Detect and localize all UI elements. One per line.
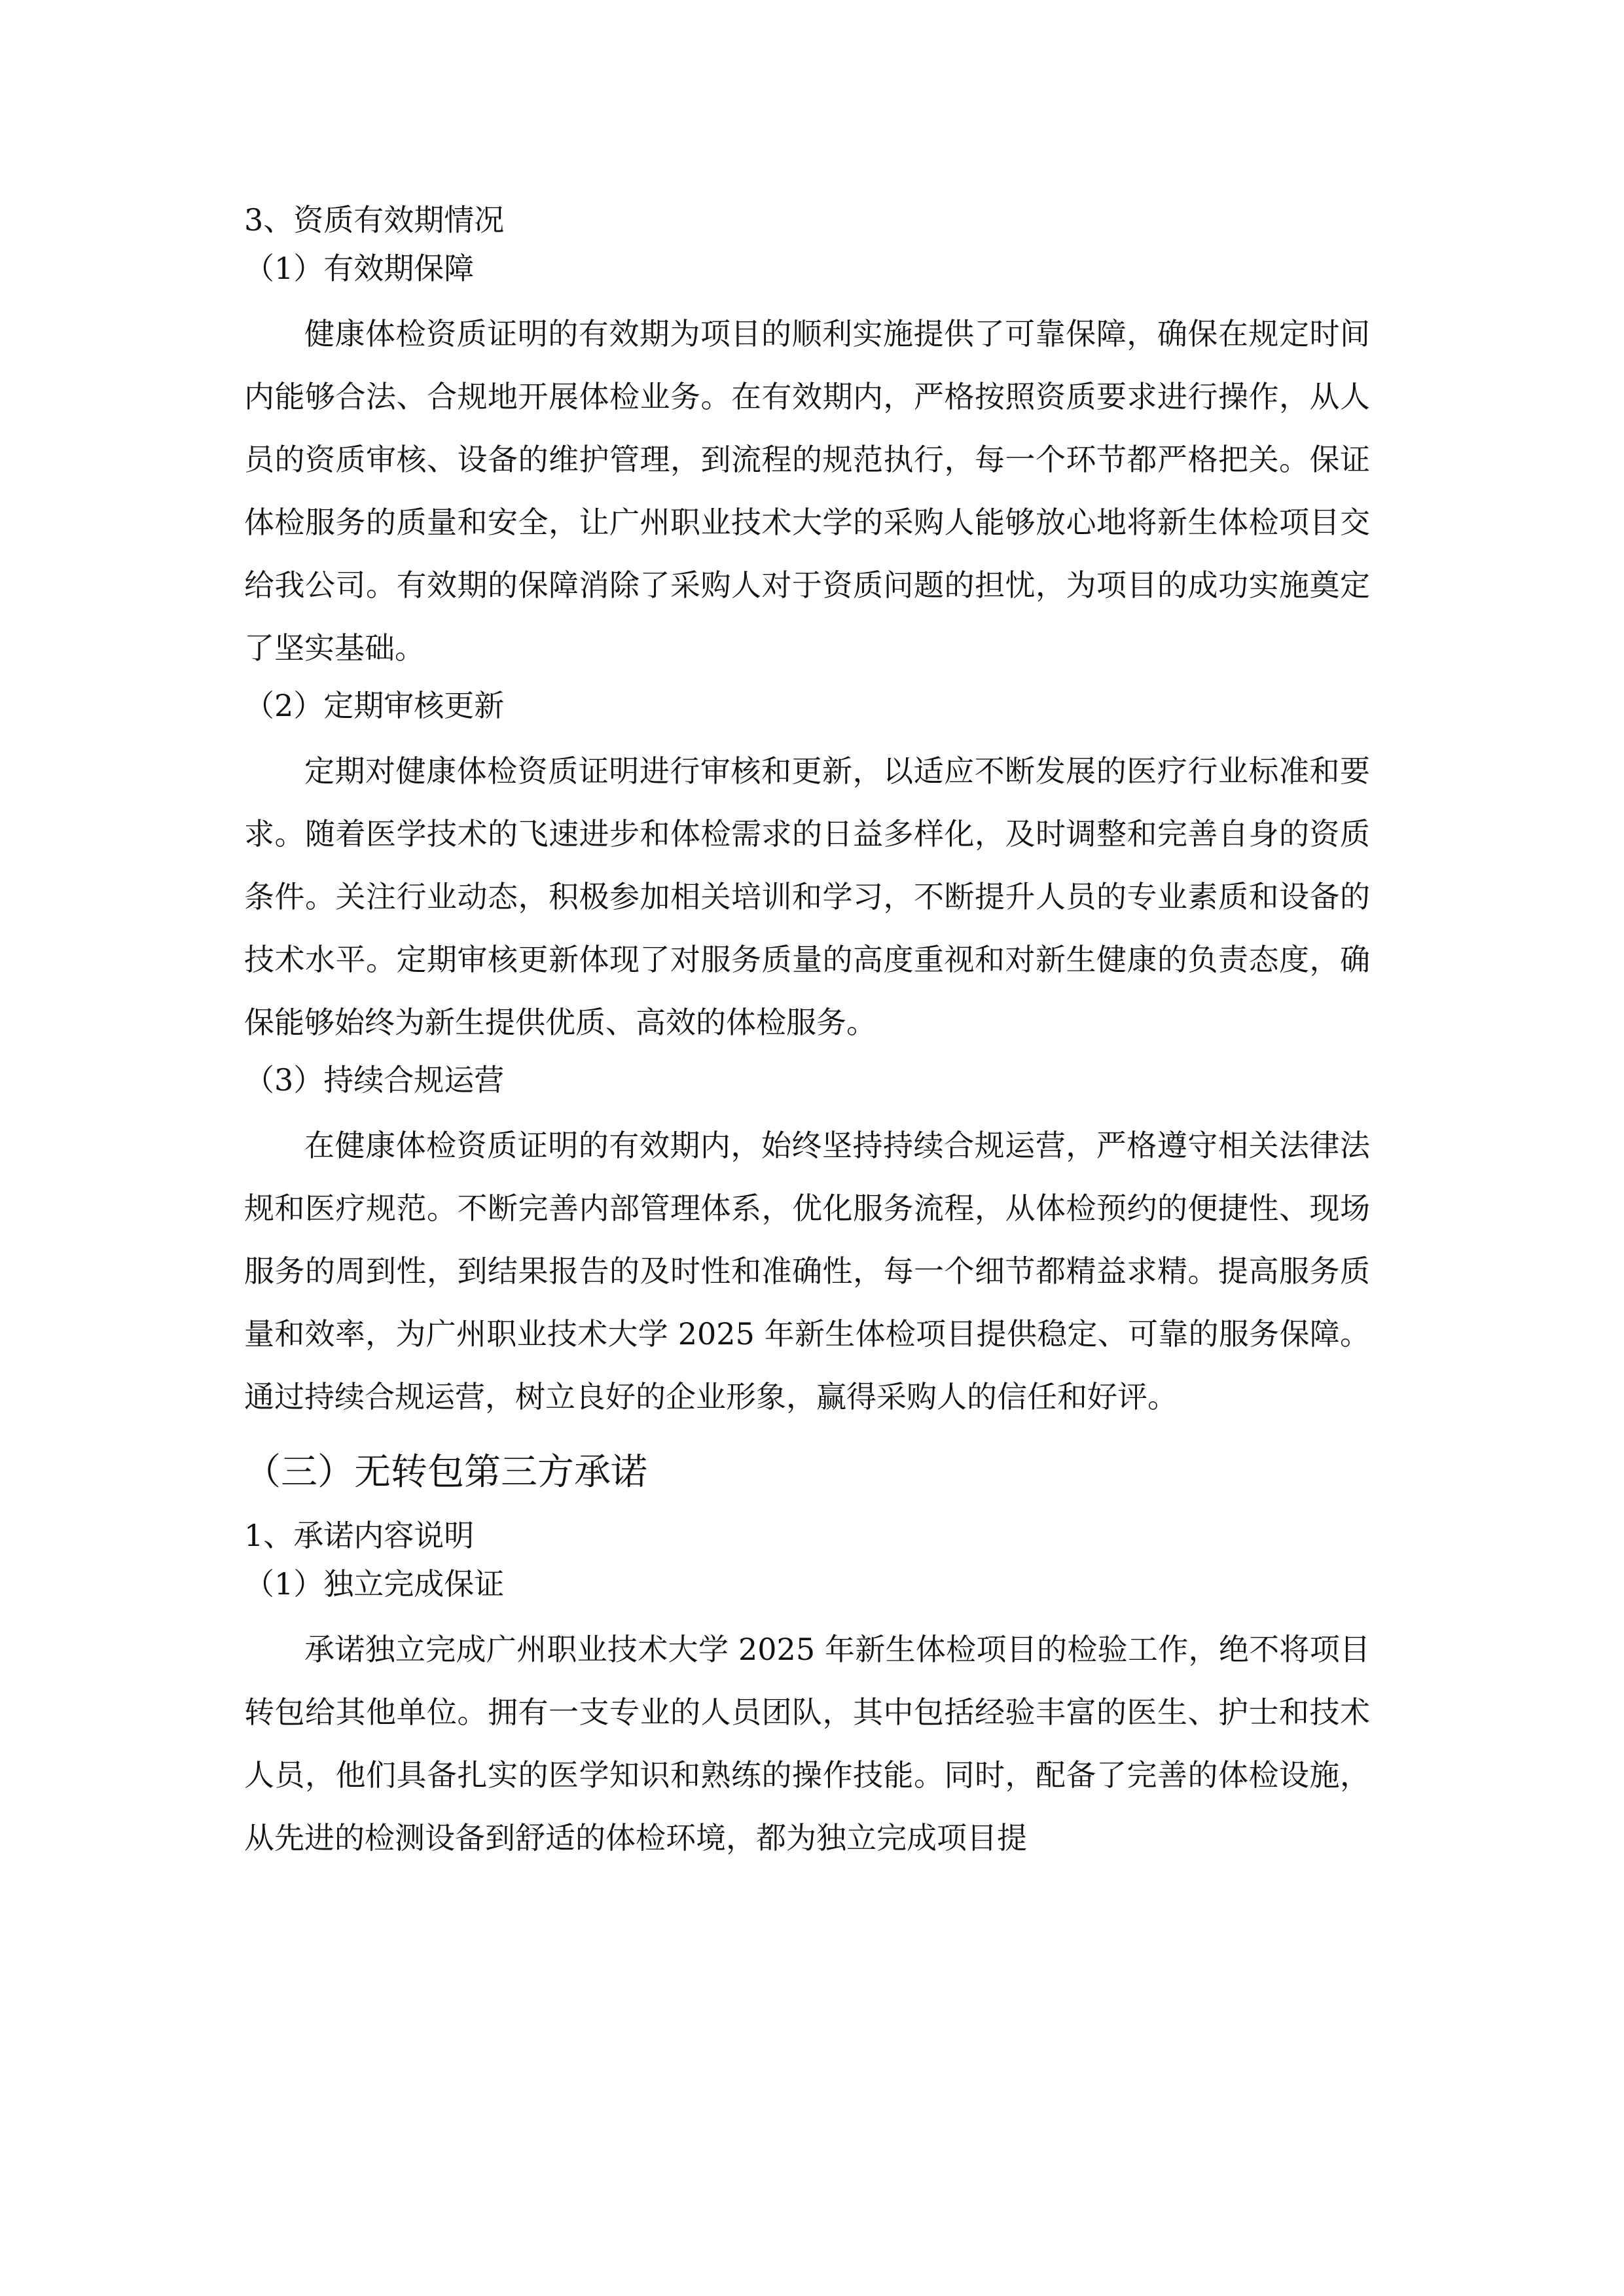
paragraph-independent-completion: 承诺独立完成广州职业技术大学 2025 年新生体检项目的检验工作，绝不将项目转包给其他单位。拥有一支专业的人员团队，其中包括经验丰富的医生、护士和技术人员，他们具备扎实的医学知识和熟练的操作技能。同时，配备了完善的体检设施，从先进的检测设备到舒适的体检环境，都为独立完成项目提 (244, 1632, 1370, 1856)
section-heading-no-subcontract: （三）无转包第三方承诺 (244, 1451, 647, 1494)
paragraph-compliant-operation: 在健康体检资质证明的有效期内，始终坚持持续合规运营，严格遵守相关法律法规和医疗规范。不断完善内部管理体系，优化服务流程，从体检预约的便捷性、现场服务的周到性，到结果报告的及时性和准确性，每一个细节都精益求精。提高服务质量和效率，为广州职业技术大学 2025 年新生体检项目提供稳定、可靠的服务保障。通过持续合规运营，树立良好的企业形象，赢得采购人的信任和好评。 (244, 1128, 1370, 1414)
paragraph-validity-guarantee: 健康体检资质证明的有效期为项目的顺利实施提供了可靠保障，确保在规定时间内能够合法、合规地开展体检业务。在有效期内，严格按照资质要求进行操作，从人员的资质审核、设备的维护管理，到流程的规范执行，每一个环节都严格把关。保证体检服务的质量和安全，让广州职业技术大学的采购人能够放心地将新生体检项目交给我公司。有效期的保障消除了采购人对于资质问题的担忧，为项目的成功实施奠定了坚实基础。 (244, 316, 1370, 666)
subsection-heading-commitment-content: 1、承诺内容说明 (244, 1518, 475, 1553)
subsection-heading-qualification-validity: 3、资质有效期情况 (244, 202, 505, 238)
item-heading-independent-completion: （1）独立完成保证 (244, 1566, 505, 1602)
item-heading-validity-guarantee: （1）有效期保障 (244, 251, 475, 286)
item-heading-compliant-operation: （3）持续合规运营 (244, 1062, 505, 1098)
paragraph-periodic-review: 定期对健康体检资质证明进行审核和更新，以适应不断发展的医疗行业标准和要求。随着医学技术的飞速进步和体检需求的日益多样化，及时调整和完善自身的资质条件。关注行业动态，积极参加相关培训和学习，不断提升人员的专业素质和设备的技术水平。定期审核更新体现了对服务质量的高度重视和对新生健康的负责态度，确保能够始终为新生提供优质、高效的体检服务。 (244, 753, 1370, 1040)
document-page (244, 196, 1370, 1869)
item-heading-periodic-review: （2）定期审核更新 (244, 688, 505, 723)
